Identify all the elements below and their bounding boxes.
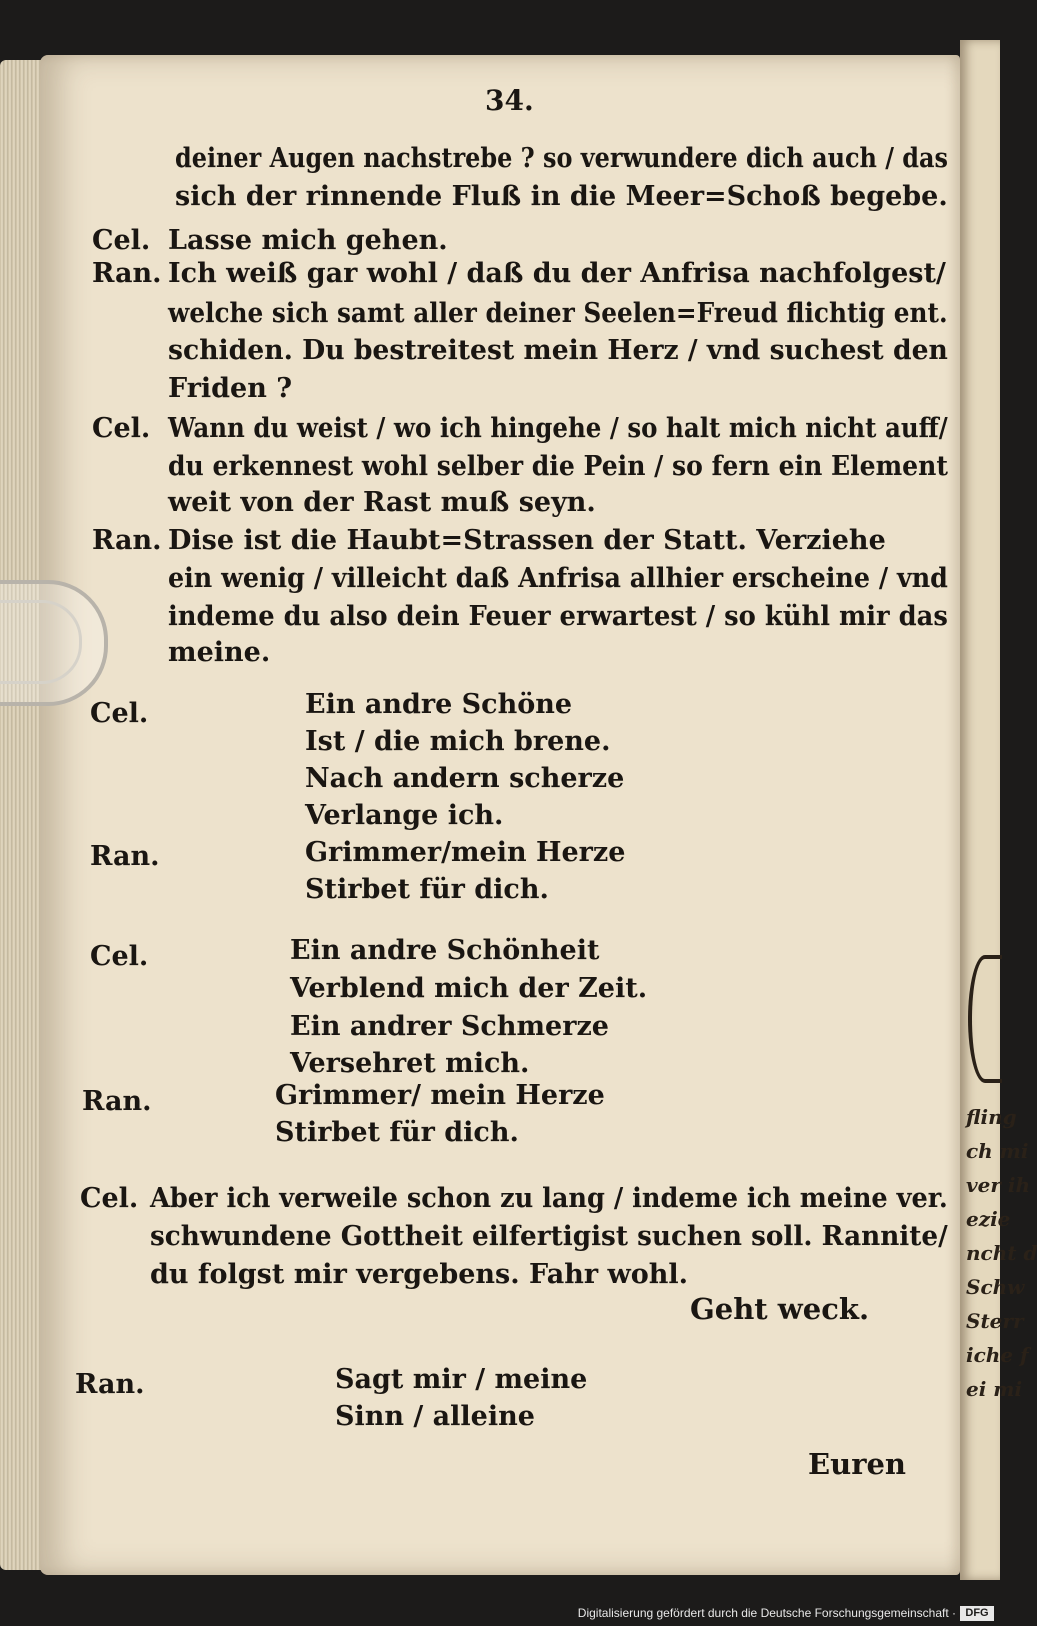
text-line: schiden. Du bestreitest mein Herz / vnd suchest den [168,335,948,366]
text-line: deiner Augen nachstrebe ? so verwundere dich auch / das [175,143,949,174]
verse-line: Nach andern scherze [305,763,625,794]
text-line: du folgst mir vergebens. Fahr wohl. [150,1259,689,1290]
dfg-logo: DFG [960,1606,994,1621]
facing-page-text [966,1100,1037,1406]
speaker-cel: Cel. [90,941,149,972]
text-line: indeme du also dein Feuer erwartest / so kühl mir das [168,601,948,632]
verse-line: Stirbet für dich. [305,874,549,905]
verse-line: Ein andrer Schmerze [290,1011,609,1042]
text-line: du erkennest wohl selber die Pein / so fern ein Element [168,451,948,482]
facing-page-fragment: ver ih [966,1173,1030,1197]
text-line: ein wenig / villeicht daß Anfrisa allhier erscheine / vnd [168,563,948,594]
facing-page-fragment: ei mi [966,1377,1023,1401]
speaker-label: Cel. [92,413,151,444]
verse-line: Versehret mich. [290,1048,530,1079]
speaker-label: Ran. [92,525,162,556]
verse-line: Grimmer/ mein Herze [275,1080,605,1111]
text-line: Lasse mich gehen. [168,225,448,256]
speaker-ran: Ran. [90,841,160,872]
text-line: welche sich samt aller deiner Seelen=Freud flichtig ent. [168,298,948,329]
speaker-ran: Ran. [75,1369,145,1400]
verse-line: Verlange ich. [305,800,504,831]
facing-page-fragment: ezie [966,1207,1011,1231]
text-line: Ich weiß gar wohl / daß du der Anfrisa nachfolgest/ [168,258,946,289]
text-line: sich der rinnende Fluß in die Meer=Schoß begebe. [175,181,948,212]
speaker-cel: Cel. [80,1183,139,1214]
verse-line: Ein andre Schönheit [290,935,600,966]
text-line: weit von der Rast muß seyn. [168,487,596,518]
facing-page-fragment: fling [966,1105,1017,1129]
facing-page-fragment: iche f [966,1343,1029,1367]
speaker-ran: Ran. [82,1086,152,1117]
text-line: Aber ich verweile schon zu lang / indeme ich meine ver. [150,1183,948,1214]
facing-page-fragment: ncht d [966,1241,1037,1265]
verse-line: Sagt mir / meine [335,1364,588,1395]
verse-line: Stirbet für dich. [275,1117,519,1148]
facing-page-fragment: ch mi [966,1139,1029,1163]
speaker-label: Cel. [92,225,151,256]
verse-line: Sinn / alleine [335,1401,535,1432]
text-line: meine. [168,637,271,668]
facing-page-fragment: Schw [966,1275,1025,1299]
speaker-cel: Cel. [90,698,149,729]
text-line: Dise ist die Haubt=Strassen der Statt. Verziehe [168,525,886,556]
text-line: Wann du weist / wo ich hingehe / so halt mich nicht auff/ [168,413,948,444]
stage-direction: Geht weck. [690,1292,870,1326]
speaker-label: Ran. [92,258,162,289]
ornament-icon [968,955,1002,1083]
verse-line: Ein andre Schöne [305,689,573,720]
text-line: Friden ? [168,373,293,404]
verse-line: Grimmer/mein Herze [305,837,626,868]
facing-page-fragment: Sterr [966,1309,1024,1333]
paper-clip-inner [0,600,82,684]
footer-credit: Digitalisierung gefördert durch die Deutsche Forschungsgemeinschaft · [577,1606,956,1620]
page-number: 34. [485,84,534,117]
verse-line: Ist / die mich brene. [305,726,611,757]
text-line: schwundene Gottheit eilfertigist suchen soll. Rannite/ [150,1221,948,1252]
verse-line: Verblend mich der Zeit. [290,973,648,1004]
catchword: Euren [808,1447,907,1481]
